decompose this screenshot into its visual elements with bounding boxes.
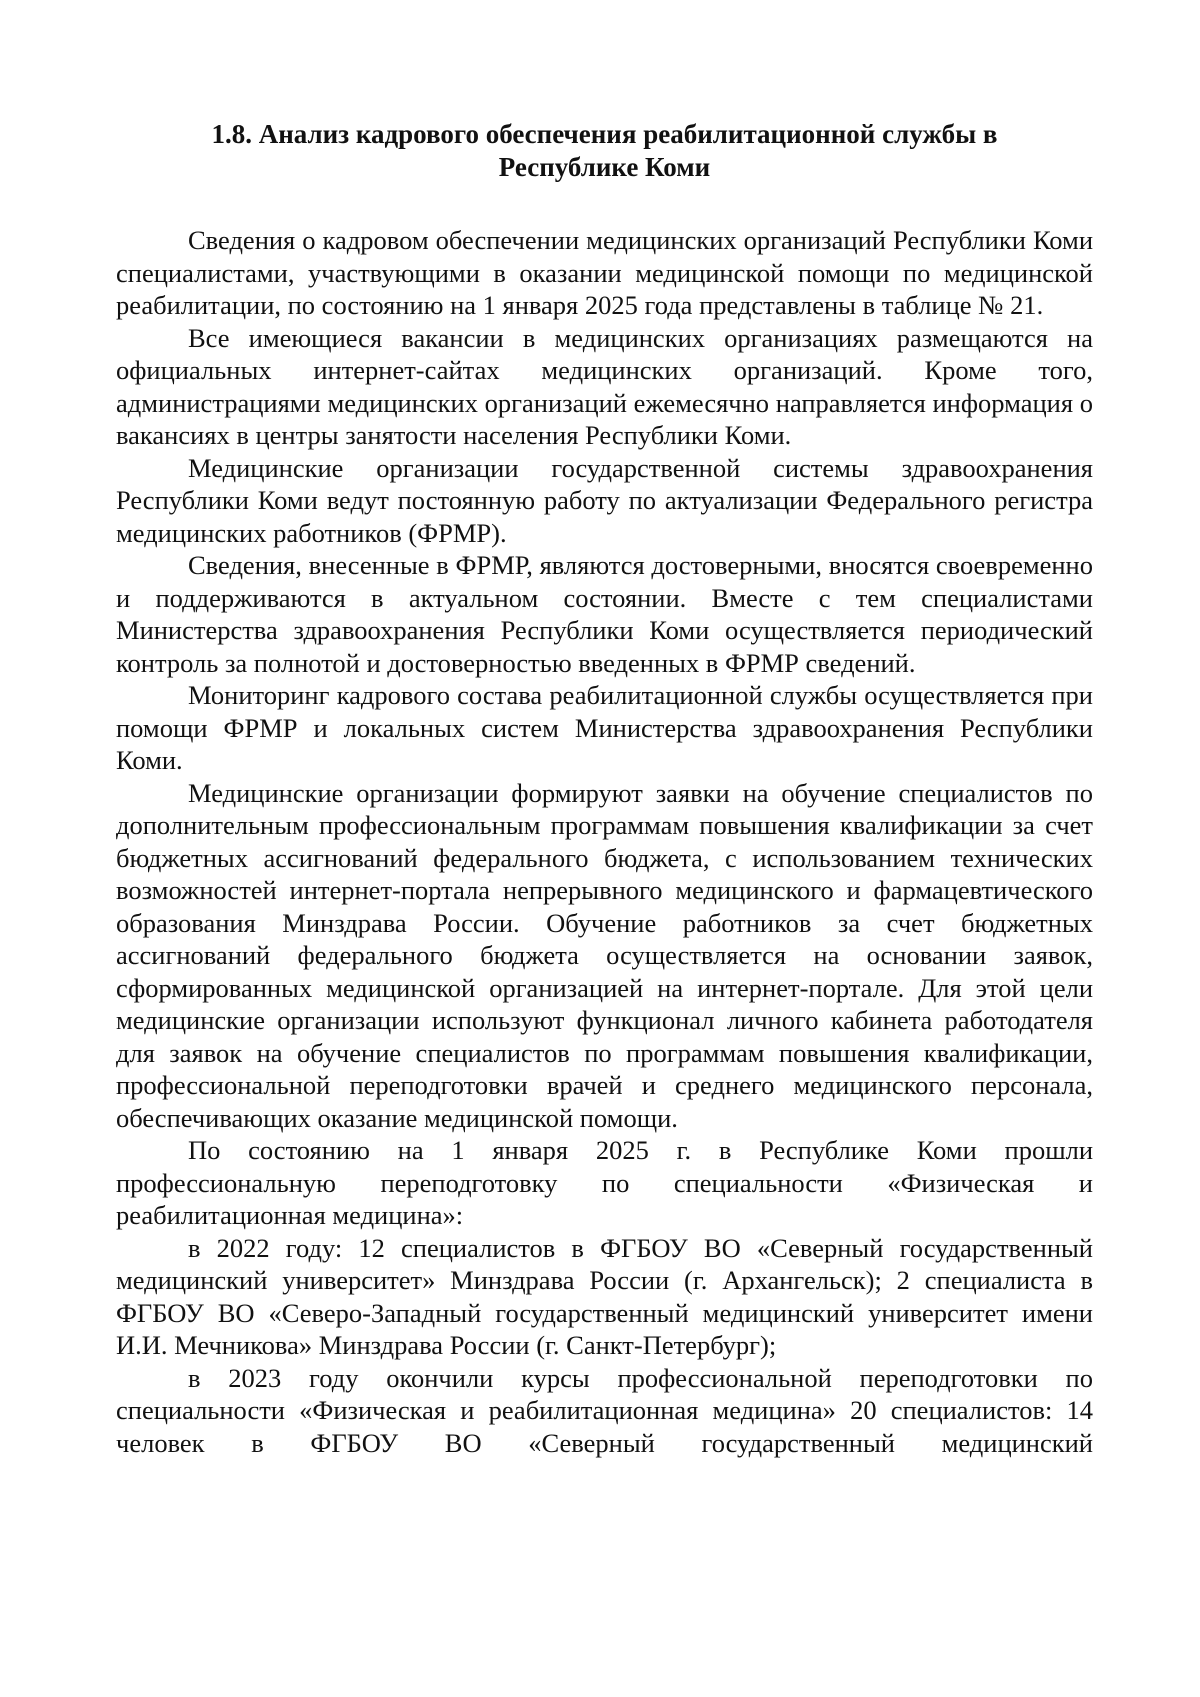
paragraph-training-requests: Медицинские организации формируют заявки на обучение специалистов по дополнительным профессиональным программам повышения квалификации за счет бюджетных ассигнований федерального бюджета, с использованием технических возможностей интернет-портала непрерывного медицинского и фармацевтического образования Минздрава России. Обучение работников за счет бюджетных ассигнований федерального бюджета осуществляется на основании заявок, сформированных медицинской организацией на интернет-портале. Для этой цели медицинские организации используют функционал личного кабинета работодателя для заявок на обучение специалистов по программам повышения квалификации, профессиональной переподготовки врачей и среднего медицинского персонала, обеспечивающих оказание медицинской помощи. <box>116 777 1093 1133</box>
document-body <box>116 224 1093 1459</box>
paragraph-frmr-update: Медицинские организации государственной системы здравоохранения Республики Коми ведут постоянную работу по актуализации Федерального регистра медицинских работников (ФРМР). <box>116 452 1093 548</box>
paragraph-staffing-info: Сведения о кадровом обеспечении медицинских организаций Республики Коми специалистами, участвующими в оказании медицинской помощи по медицинской реабилитации, по состоянию на 1 января 2025 года представлены в таблице № 21. <box>116 225 1093 320</box>
paragraph-frmr-reliability: Сведения, внесенные в ФРМР, являются достоверными, вносятся своевременно и поддерживаются в актуальном состоянии. Вместе с тем специалистами Министерства здравоохранения Республики Коми осуществляется периодический контроль за полнотой и достоверностью введенных в ФРМР сведений. <box>116 550 1093 678</box>
document-page <box>116 118 1093 1459</box>
paragraph-year-2023: в 2023 году окончили курсы профессиональной переподготовки по специальности «Физическая и реабилитационная медицина» 20 специалистов: 14 человек в ФГБОУ ВО «Северный государственный медицинский <box>116 1362 1093 1458</box>
section-heading-line-1: 1.8. Анализ кадрового обеспечения реабилитационной службы в <box>211 119 998 149</box>
paragraph-monitoring: Мониторинг кадрового состава реабилитационной службы осуществляется при помощи ФРМР и локальных систем Министерства здравоохранения Республики Коми. <box>116 680 1093 775</box>
section-heading <box>116 118 1093 184</box>
section-heading-line-2: Республике Коми <box>498 152 711 182</box>
paragraph-retraining-status: По состоянию на 1 января 2025 г. в Республике Коми прошли профессиональную переподготовку по специальности «Физическая и реабилитационная медицина»: <box>116 1135 1093 1230</box>
paragraph-vacancies: Все имеющиеся вакансии в медицинских организациях размещаются на официальных интернет-сайтах медицинских организаций. Кроме того, администрациями медицинских организаций ежемесячно направляется информация о вакансиях в центры занятости населения Республики Коми. <box>116 322 1093 450</box>
paragraph-year-2022: в 2022 году: 12 специалистов в ФГБОУ ВО «Северный государственный медицинский университет» Минздрава России (г. Архангельск); 2 специалиста в ФГБОУ ВО «Северо-Западный государственный медицинский университет имени И.И. Мечникова» Минздрава России (г. Санкт-Петербург); <box>116 1232 1093 1360</box>
